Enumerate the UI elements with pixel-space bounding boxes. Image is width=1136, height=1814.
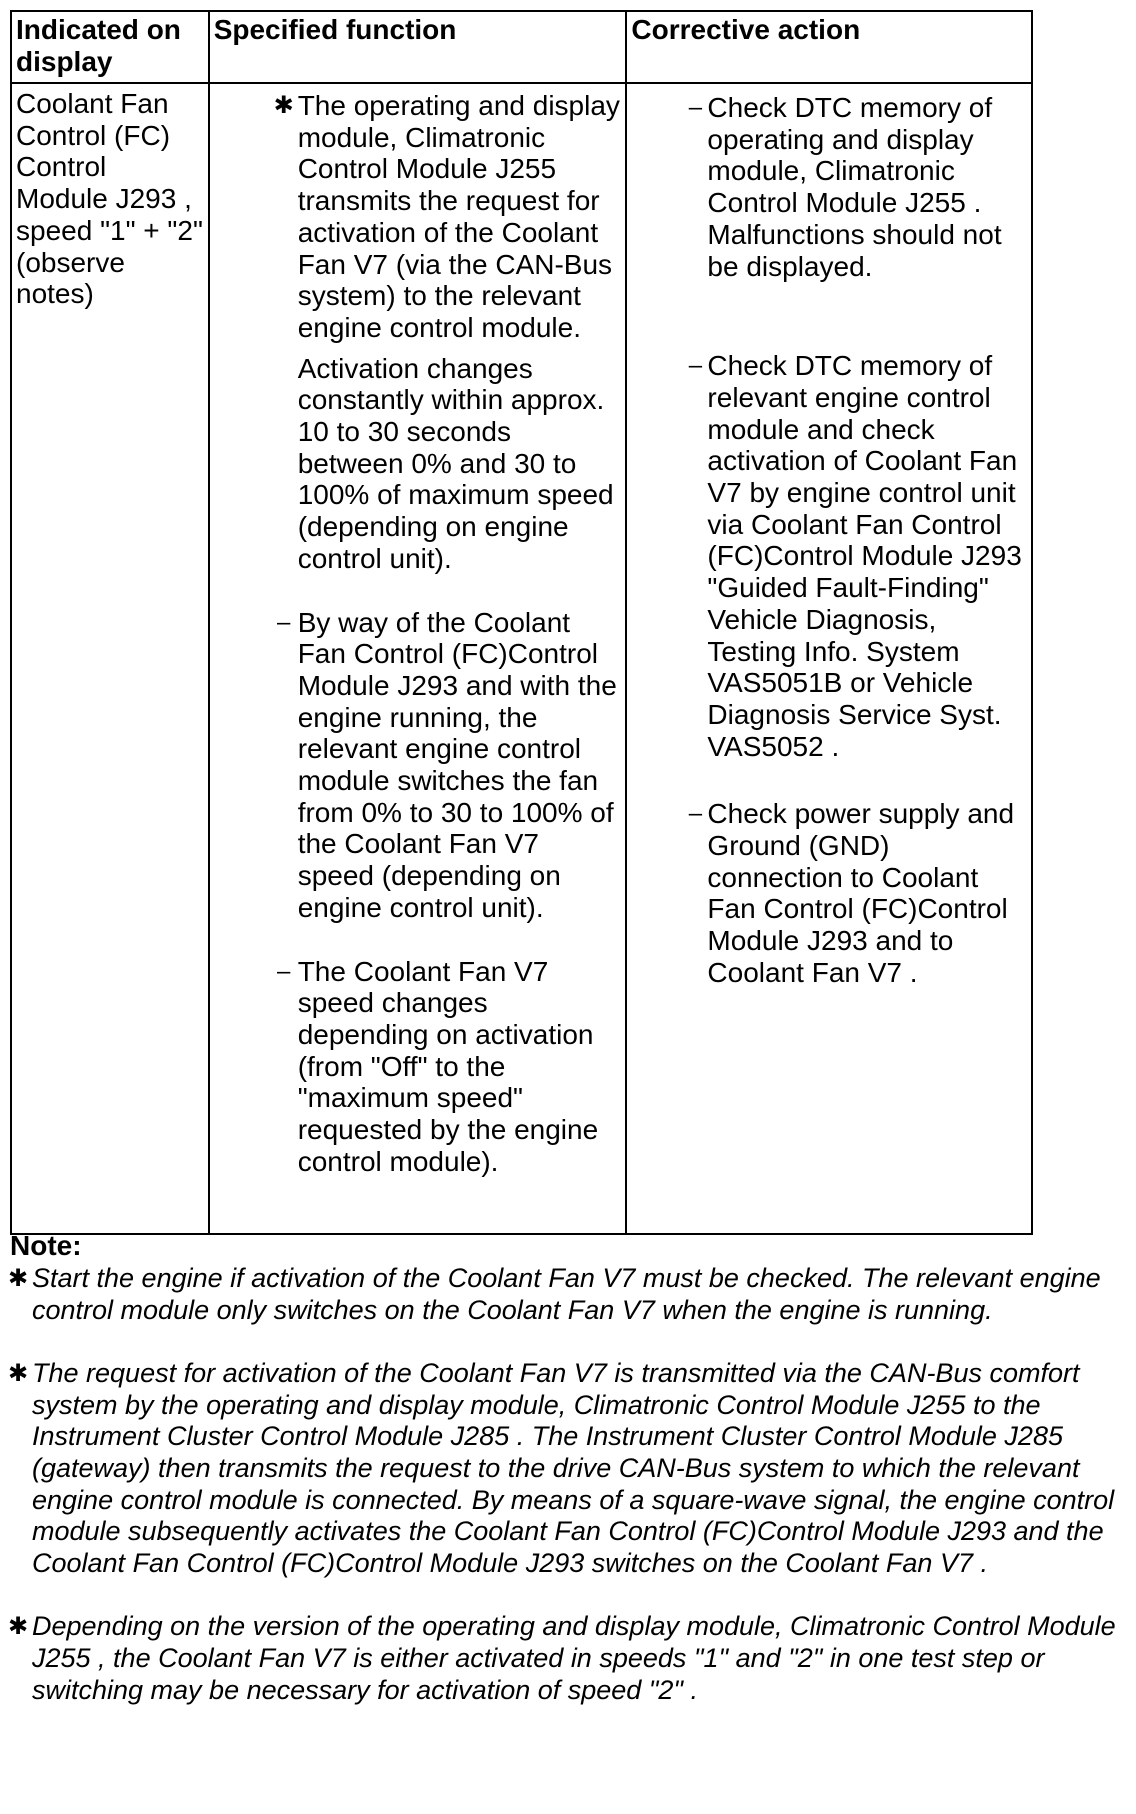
function-item xyxy=(210,956,626,1178)
function-text: By way of the Coolant Fan Control (FC)Control Module J293 and with the engine running, the relevant engine control module switches the fan from 0% to 30 to 100% of the Coolant Fan V7 speed (depending on engine control unit). xyxy=(297,606,617,923)
function-item xyxy=(210,90,626,344)
action-text: Check power supply and Ground (GND) connection to Coolant Fan Control (FC)Control Module J293 and to Coolant Fan V7 . xyxy=(707,798,1015,988)
function-text: The operating and display module, Climatronic Control Module J255 transmits the request for activation of the Coolant Fan V7 (via the CAN-Bus system) to the relevant engine control module. xyxy=(297,90,620,343)
asterisk-bullet-icon: ✱ xyxy=(8,1265,29,1292)
note-text: The request for activation of the Coolant Fan V7 is transmitted via the CAN-Bus comfort system by the operating and display module, Climatronic Control Module J255 to the Instrument Cluster Control Module J285 . The Instrument Cluster Control Module J285 (gateway) then transmits the request to the drive CAN-Bus system to which the relevant engine control module is connected. By means of a square-wave signal, the engine control module subsequently activates the Coolant Fan Control (FC)Control Module J293 and the Coolant Fan Control (FC)Control Module J293 switches on the Coolant Fan V7 . xyxy=(32,1358,1115,1578)
action-text: Check DTC memory of operating and display module, Climatronic Control Module J255 . Malfunctions should not be displayed. xyxy=(707,92,1002,282)
action-item xyxy=(627,350,1031,762)
notes-section xyxy=(10,1229,1120,1738)
dash-bullet-icon: – xyxy=(688,94,703,121)
action-text: Check DTC memory of relevant engine control module and check activation of Coolant Fan V7 by engine control unit via Coolant Fan Control (FC)Control Module J293 "Guided Fault-Finding" Vehicle Diagnosis, Testing Info. System VAS5051B or Vehicle Diagnosis Service Syst. VAS5052 . xyxy=(707,350,1022,762)
dash-bullet-icon: – xyxy=(277,957,291,985)
note-text: Depending on the version of the operating and display module, Climatronic Control Module J255 , the Coolant Fan V7 is either activated in speeds "1" and "2" in one test step or switching may be necessary for activation of speed "2" . xyxy=(32,1611,1116,1705)
note-item xyxy=(10,1611,1120,1706)
asterisk-bullet-icon: ✱ xyxy=(8,1360,29,1388)
note-title: Note: xyxy=(10,1230,82,1261)
action-item xyxy=(627,798,1031,988)
function-text: Activation changes constantly within approx. 10 to 30 seconds between 0% and 30 to 100% of maximum speed (depending on engine control unit). xyxy=(297,352,614,574)
asterisk-bullet-icon: ✱ xyxy=(8,1613,29,1641)
function-item xyxy=(210,353,626,575)
table-row xyxy=(11,83,1032,1234)
function-text: The Coolant Fan V7 speed changes depending on activation (from "Off" to the "maximum speed" requested by the engine control module). xyxy=(297,955,599,1177)
note-item xyxy=(10,1358,1120,1579)
spec-table xyxy=(10,10,1033,1235)
action-item xyxy=(627,92,1031,282)
function-cell xyxy=(209,83,627,1234)
indicated-cell: Coolant Fan Control (FC) Control Module J293 , speed "1" + "2" (observe notes) xyxy=(11,83,209,1234)
dash-bullet-icon: – xyxy=(688,800,703,828)
dash-bullet-icon: – xyxy=(688,352,703,380)
header-specified-function: Specified function xyxy=(209,11,627,83)
action-cell xyxy=(626,83,1032,1234)
table-header-row xyxy=(11,11,1032,83)
asterisk-bullet-icon: ✱ xyxy=(273,92,294,119)
note-text: Start the engine if activation of the Coolant Fan V7 must be checked. The relevant engine control module only switches on the Coolant Fan V7 when the engine is running. xyxy=(32,1263,1101,1325)
header-corrective-action: Corrective action xyxy=(626,11,1032,83)
dash-bullet-icon: – xyxy=(277,608,291,636)
function-item xyxy=(210,607,626,924)
header-indicated-on-display: Indicated on display xyxy=(11,11,209,83)
note-item xyxy=(10,1263,1120,1326)
